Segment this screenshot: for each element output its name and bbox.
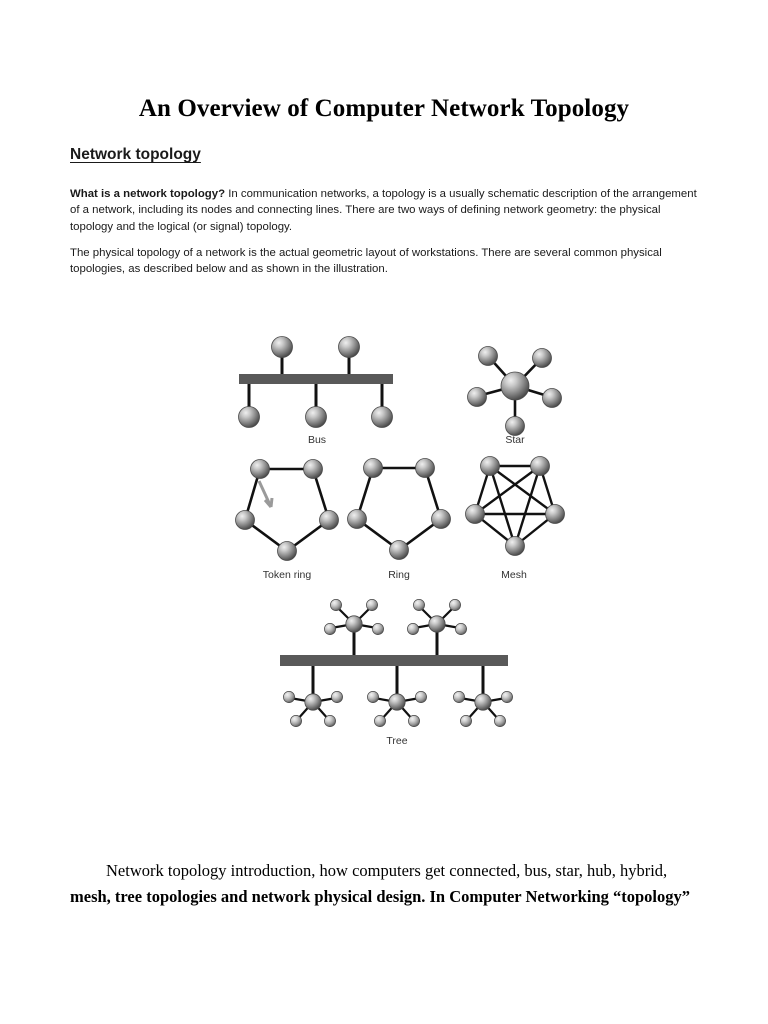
document-caption: [70, 858, 700, 910]
section-heading-network-topology: Network topology: [70, 146, 201, 163]
caption-line-1: Network topology introduction, how computers get connected, bus, star, hub, hybrid,: [106, 861, 668, 880]
star-hub-node: [501, 372, 529, 400]
tree-backbone-bar: [280, 655, 508, 666]
figure-label-mesh: Mesh: [501, 569, 527, 581]
tree-cluster-lower-2: [367, 691, 426, 726]
topology-illustration: [0, 318, 768, 758]
caption-line-2: mesh, tree topologies and network physical design. In Computer Networking “topology”: [70, 887, 690, 906]
diagram-mesh: [466, 457, 565, 556]
tree-cluster-upper-2: [407, 599, 466, 634]
diagram-star: [468, 347, 562, 436]
figure-label-token-ring: Token ring: [262, 569, 312, 581]
page-title: An Overview of Computer Network Topology: [138, 95, 630, 122]
figure-label-ring: Ring: [388, 569, 410, 581]
diagram-token-ring: [236, 460, 339, 561]
tree-cluster-lower-3: [453, 691, 512, 726]
figure-label-star: Star: [505, 434, 525, 446]
paragraph-what-is-network-topology: [70, 186, 700, 235]
paragraph-physical-topology: The physical topology of a network is the actual geometric layout of workstations. There are several common physical topologies, as described below and as shown in the illustration.: [70, 247, 662, 276]
tree-cluster-upper-1: [324, 599, 383, 634]
tree-cluster-lower-1: [283, 691, 342, 726]
diagram-tree: [280, 599, 513, 726]
bus-backbone-bar: [239, 374, 393, 384]
figure-label-tree: Tree: [386, 735, 408, 747]
paragraph-body-text: In communication networks, a topology is a usually schematic description of the arrangement of a network, including its nodes and connecting lines. There are two ways of defining network geometry: the physical topology and the logical (or signal) topology.: [70, 188, 697, 233]
diagram-bus: [239, 337, 394, 428]
figure-label-bus: Bus: [307, 434, 327, 446]
paragraph-lead-bold: What is a network topology?: [70, 188, 226, 200]
diagram-ring: [348, 459, 451, 560]
topology-svg: [0, 318, 768, 758]
